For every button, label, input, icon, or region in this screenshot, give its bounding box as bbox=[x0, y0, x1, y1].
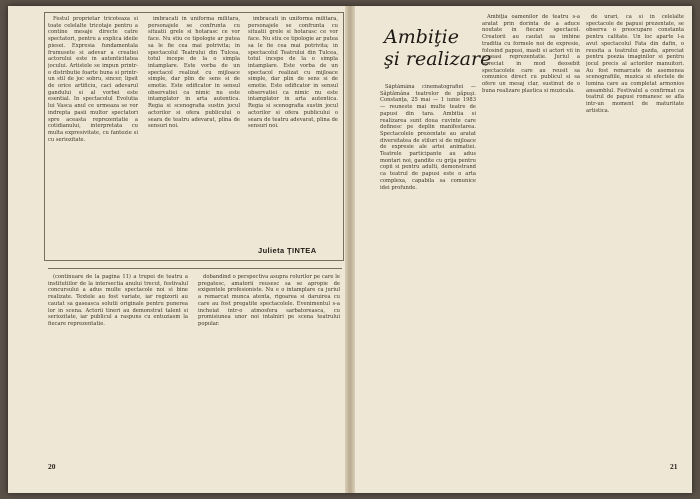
section-divider bbox=[48, 268, 342, 269]
left-column-1: Festul proprietar tricoteaza si toate celelalte tricotaje pentru a contine mesaje directe catre spectatori, pentru a explica ideile piesei. Expresia fundamentala frumusete si adevar a creatiei actorului este in autenticitatea jocului. Artistele se impun printr-o distributie foarte buna si printr-un stil de joc sobru, sincer, lipsit de orice artificiu, caci adevarul gandului si al vorbei este esential. In spectacolul Evolutia lui Vasca anul ce urmeaza se vor indrepta pasii multor spectatori spre aceasta reprezentatie a cotidianului, interpretata cu multa expresivitate, cu fantezie si cu seriozitate. bbox=[48, 16, 138, 143]
right-column-2: Ambiţia oamenilor de teatru s-a aratat prin dorinta de a aduce noutate in fiecare spectacol. Creatorii au cautat sa imbine traditia cu formele noi de expresie, folosind papusi, masti si actori vii in aceeasi reprezentatie. Juriul a apreciat in mod deosebit spectacolele care au reusit sa comunice direct cu publicul si sa ofere un mesaj clar, sustinut de o buna realizare plastica si muzicala. bbox=[482, 14, 580, 94]
right-column-3: de urari, ca si in celelalte spectacole de papusi prezentate, se observa o preocupare constanta pentru calitate. Un loc aparte l-a avut spectacolul Fata din dafin, o reusita a teatrului gazda, apreciat pentru poezia imaginilor si pentru jocul precis al actorilor manuitori. Au fost remarcate de asemenea scenografiile, muzica si efectele de lumina care au completat armonios ansamblul. Festivalul a confirmat ca teatrul de papusi romanesc se afla intr-un moment de maturitate artistica. bbox=[586, 14, 684, 114]
page-number-left: 20 bbox=[48, 462, 56, 471]
left-column-2: imbracati in uniforma militara, personajele se confrunta cu situatii grele si hotarasc ce vor face. Nu stiu ce tipologie ar putea sa le fie cea mai potrivita; in spectacolul Teatrului din Tulcea, totul incepe de la o simpla intamplare. Este vorba de un spectacol realizat cu mijloace simple, dar plin de sens si de emotie. Este edificator in sensul observatiei ca nimic nu este intamplator in arta autentica. Regia si scenografia sustin jocul actorilor si ofera publicului o seara de teatru adevarat, plina de sensuri noi. bbox=[148, 16, 240, 130]
left-continuation-column-2: dobandind o perspectiva asupra rolurilor pe care le pregatesc, amatorii reusesc sa se apropie de exigentele profesioniste. Nu e o intamplare ca juriul a remarcat munca atenta, rigoarea si daruirea cu care au fost pregatite spectacolele. Evenimentul s-a incheiat intr-o atmosfera sarbatoreasca, cu promisiunea unor noi intalniri pe scena teatrului popular. bbox=[198, 274, 340, 327]
left-column-3: imbracati in uniforma militara, personajele se confrunta cu situatii grele si hotarasc ce vor face. Nu stiu ce tipologie ar putea sa le fie cea mai potrivita; in spectacolul Teatrului din Tulcea, totul incepe de la o simpla intamplare. Este vorba de un spectacol realizat cu mijloace simple, dar plin de sens si de emotie. Este edificator in sensul observatiei ca nimic nu este intamplator in arta autentica. Regia si scenografia sustin jocul actorilor si ofera publicului o seara de teatru adevarat, plina de sensuri noi. bbox=[248, 16, 338, 130]
right-column-1: Săptămâna cinematografiei — Săptămâna teatrelor de păpuşi. Constanţa, 25 mai — 1 iunie 1983 — reuneste mai multe teatre de papusi din tara. Ambitia si realizarea sunt doua cuvinte care definesc pe deplin manifestarea. Spectacolele prezentate au aratat diversitatea de stiluri si de mijloace de expresie ale artei animatiei. Teatrele participante au adus montari noi, gandite cu grija pentru copii si pentru adulti, demonstrand ca teatrul de papusi este o arta complexa, capabila sa comunice idei profunde. bbox=[380, 84, 476, 191]
magazine-spread bbox=[8, 6, 692, 493]
title-line-2: şi realizare bbox=[384, 48, 492, 70]
left-continuation-column: (continuare de la pagina 11) a trupei de teatru a institutiilor de la intersectia anului trecut, festivalul concursului a adus multe spectacole noi si bine realizate. Textele au fost variate, iar regizorii au cautat sa gaseasca solutii originale pentru punerea lor in scena. Actorii tineri au demonstrat talent si seriozitate, iar publicul a raspuns cu entuziasm la fiecare reprezentatie. bbox=[48, 274, 188, 327]
title-line-1: Ambiţie bbox=[384, 26, 459, 48]
book-gutter bbox=[345, 6, 355, 493]
author-signature: Julieta ŢINTEA bbox=[258, 246, 317, 255]
page-number-right: 21 bbox=[670, 462, 678, 471]
